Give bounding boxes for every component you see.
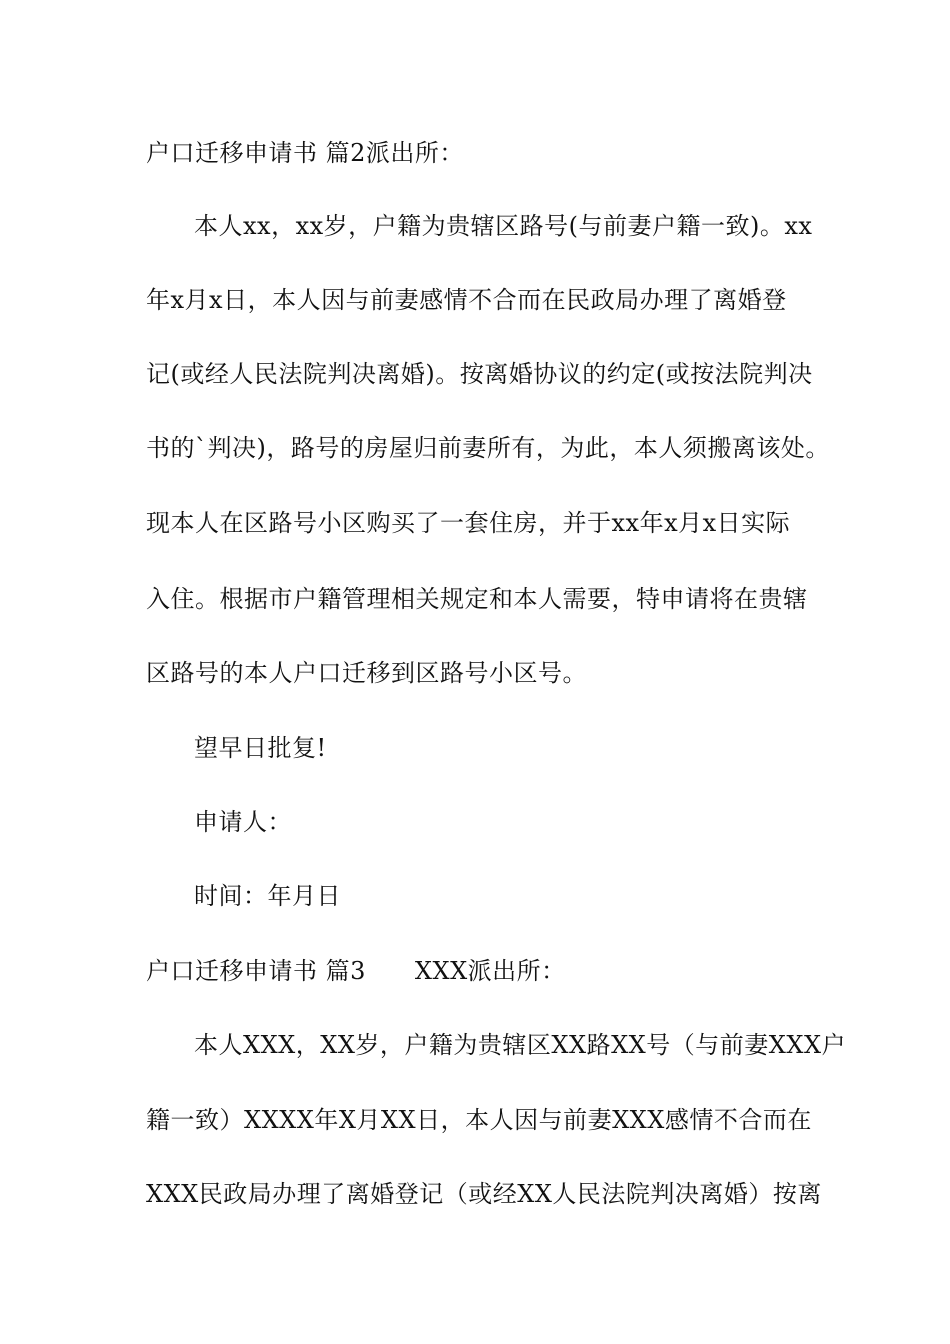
paragraph-line: XXX民政局办理了离婚登记（或经XX人民法院判决离婚）按离 <box>146 1180 822 1208</box>
applicant-line: 申请人： <box>194 808 292 836</box>
date-line: 时间：年月日 <box>194 882 341 910</box>
paragraph-line: 籍一致）XXXX年X月XX日，本人因与前妻XXX感情不合而在 <box>146 1106 812 1134</box>
section-heading-2: 户口迁移申请书 篇2派出所： <box>146 139 464 167</box>
paragraph-line: 本人XXX，XX岁，户籍为贵辖区XX路XX号（与前妻XXX户 <box>194 1031 847 1059</box>
closing-line: 望早日批复! <box>194 734 327 762</box>
paragraph-line: 本人xx，xx岁，户籍为贵辖区路号(与前妻户籍一致)。xx <box>194 212 813 240</box>
paragraph-line: 年x月x日，本人因与前妻感情不合而在民政局办理了离婚登 <box>146 286 787 314</box>
paragraph-line: 区路号的本人户口迁移到区路号小区号。 <box>146 659 587 687</box>
paragraph-line: 现本人在区路号小区购买了一套住房，并于xx年x月x日实际 <box>146 509 791 537</box>
paragraph-line: 记(或经人民法院判决离婚)。按离婚协议的约定(或按法院判决 <box>146 360 813 388</box>
paragraph-line: 入住。根据市户籍管理相关规定和本人需要，特申请将在贵辖 <box>146 585 808 613</box>
paragraph-line: 书的`判决)，路号的房屋归前妻所有，为此，本人须搬离该处。 <box>146 434 830 462</box>
section-heading-3: 户口迁移申请书 篇3 XXX派出所： <box>146 957 566 985</box>
